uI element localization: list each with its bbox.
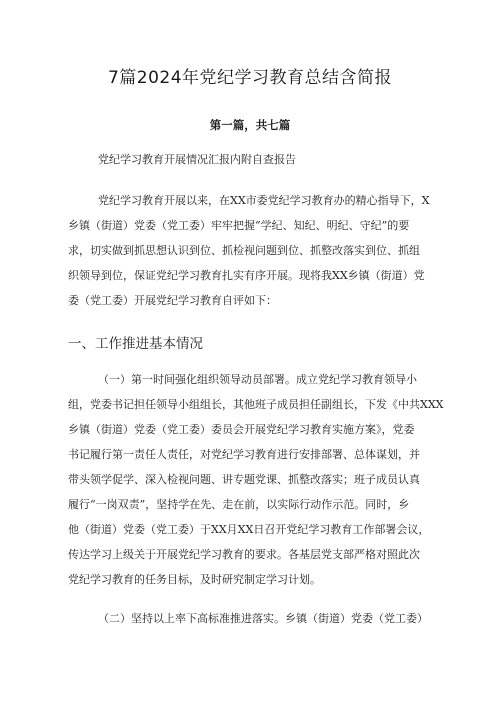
paragraph-line: 他（街道）党委（党工委）于XX月XX日召开党纪学习教育工作部署会议， <box>68 523 430 536</box>
intro-line: 委（党工委）开展党纪学习教育自评如下： <box>68 294 277 307</box>
intro-line: 乡镇（街道）党委（党工委）牢牢把握“学纪、知纪、明纪、守纪”的要 <box>68 219 410 232</box>
document-title: 7篇2024年党纪学习教育总结含简报 <box>107 68 393 88</box>
paragraph-line: 乡镇（街道）党委（党工委）委员会开展党纪学习教育实施方案》，党委 <box>68 423 415 436</box>
section-heading: 一、工作推进基本情况 <box>68 336 203 352</box>
paragraph-line: 组，党委书记担任领导小组组长，其他班子成员担任副组长，下发《中共XXX <box>68 398 444 411</box>
paragraph-line: （一）第一时间强化组织领导动员部署。成立党纪学习教育领导小 <box>98 373 417 386</box>
paragraph-line: 带头领学促学、深入检视问题、讲专题党课、抓整改落实；班子成员认真 <box>68 473 420 486</box>
paragraph-line: 党纪学习教育的任务目标，及时研究制定学习计划。 <box>68 573 321 586</box>
paragraph-line: 履行“一岗双责”，坚持学在先、走在前，以实际行动作示范。同时，乡 <box>68 498 410 511</box>
intro-line: 党纪学习教育开展以来，在XX市委党纪学习教育办的精心指导下，X <box>98 194 430 207</box>
paragraph-line: （二）坚持以上率下高标准推进落实。乡镇（街道）党委（党工委） <box>98 612 428 625</box>
intro-line: 织领导到位，保证党纪学习教育扎实有序开展。现将我XX乡镇（街道）党 <box>68 269 425 282</box>
intro-line: 求，切实做到抓思想认识到位、抓检视问题到位、抓整改落实到位、抓组 <box>68 244 420 257</box>
chapter-label: 第一篇，共七篇 <box>209 118 291 132</box>
document-subtitle: 党纪学习教育开展情况汇报内附自查报告 <box>98 153 296 166</box>
paragraph-line: 书记履行第一责任人责任，对党纪学习教育进行安排部署、总体谋划，并 <box>68 448 420 461</box>
paragraph-line: 传达学习上级关于开展党纪学习教育的要求。各基层党支部严格对照此次 <box>68 548 420 561</box>
